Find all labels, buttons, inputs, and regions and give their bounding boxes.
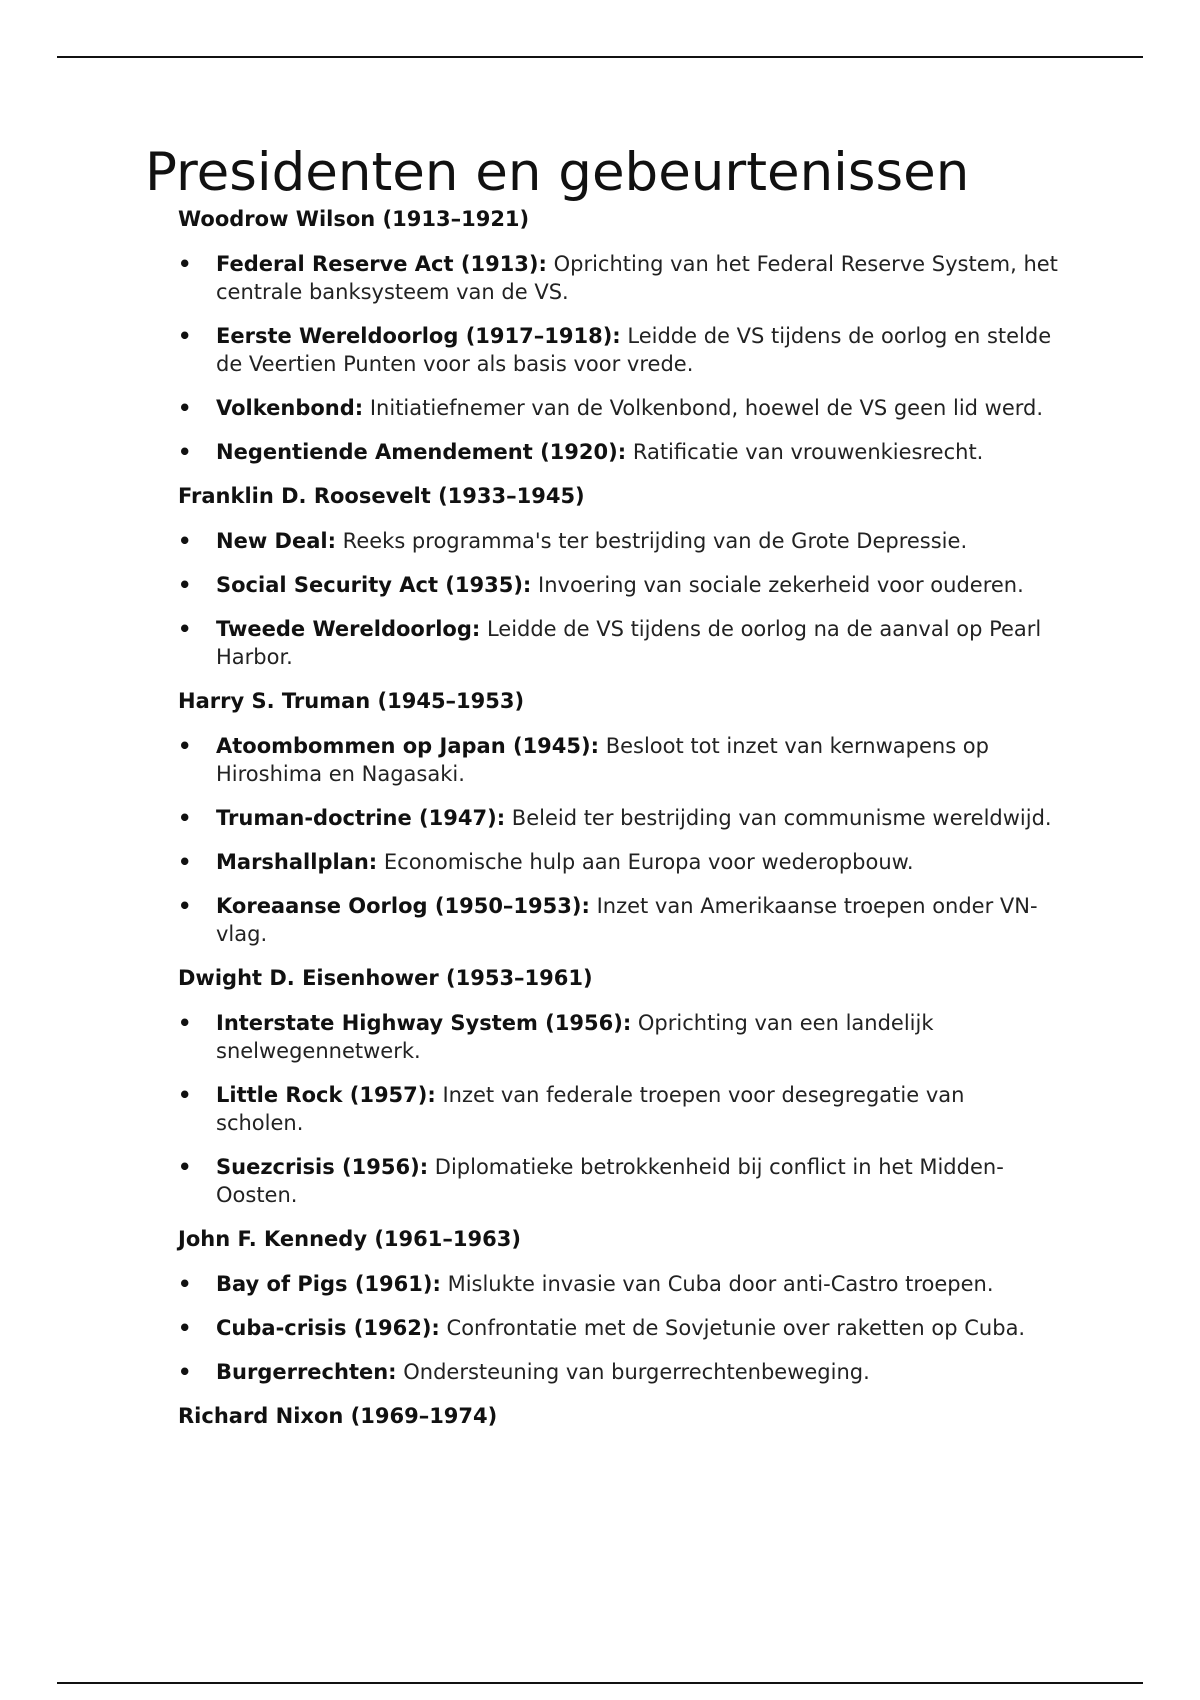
event-item	[178, 892, 1058, 948]
event-list	[178, 732, 1058, 948]
event-title: Little Rock (1957):	[216, 1083, 436, 1107]
event-title: Tweede Wereldoorlog:	[216, 617, 481, 641]
event-item	[178, 1153, 1058, 1209]
event-item	[178, 1081, 1058, 1137]
president-heading: Richard Nixon (1969–1974)	[178, 1404, 498, 1428]
president-heading: Harry S. Truman (1945–1953)	[178, 689, 525, 713]
event-description: Economische hulp aan Europa voor wederopbouw.	[383, 850, 914, 874]
bullet-icon: •	[178, 1155, 192, 1179]
bullet-icon: •	[178, 440, 192, 464]
event-title: Truman-doctrine (1947):	[216, 806, 506, 830]
bullet-icon: •	[178, 529, 192, 553]
event-list	[178, 1270, 1058, 1386]
event-title: Koreaanse Oorlog (1950–1953):	[216, 894, 590, 918]
event-item	[178, 848, 1058, 876]
president-section	[178, 964, 1058, 1209]
bullet-icon: •	[178, 617, 192, 641]
event-description: Leidde de VS tijdens de oorlog en stelde de Veertien Punten voor als basis voor vrede.	[216, 324, 1052, 376]
bullet-icon: •	[178, 1083, 192, 1107]
event-item	[178, 394, 1058, 422]
bullet-icon: •	[178, 1316, 192, 1340]
event-title: Burgerrechten:	[216, 1360, 397, 1384]
event-description: Ondersteuning van burgerrechtenbeweging.	[403, 1360, 870, 1384]
president-heading: John F. Kennedy (1961–1963)	[178, 1227, 521, 1251]
event-description: Beleid ter bestrijding van communisme wereldwijd.	[511, 806, 1052, 830]
president-section	[178, 482, 1058, 671]
president-section	[178, 1225, 1058, 1386]
event-title: New Deal:	[216, 529, 336, 553]
event-list	[178, 1009, 1058, 1209]
event-item	[178, 1009, 1058, 1065]
event-item	[178, 438, 1058, 466]
event-description: Initiatiefnemer van de Volkenbond, hoewel de VS geen lid werd.	[369, 396, 1044, 420]
event-description: Diplomatieke betrokkenheid bij conflict in het Midden-Oosten.	[216, 1155, 1004, 1207]
event-title: Bay of Pigs (1961):	[216, 1272, 441, 1296]
event-description: Confrontatie met de Sovjetunie over raketten op Cuba.	[446, 1316, 1026, 1340]
event-item	[178, 732, 1058, 788]
event-title: Suezcrisis (1956):	[216, 1155, 429, 1179]
bullet-icon: •	[178, 1011, 192, 1035]
bullet-icon: •	[178, 1272, 192, 1296]
event-description: Leidde de VS tijdens de oorlog na de aanval op Pearl Harbor.	[216, 617, 1042, 669]
event-title: Federal Reserve Act (1913):	[216, 252, 547, 276]
president-section	[178, 1402, 1058, 1430]
event-item	[178, 1314, 1058, 1342]
event-item	[178, 615, 1058, 671]
event-description: Ratificatie van vrouwenkiesrecht.	[632, 440, 984, 464]
president-heading: Woodrow Wilson (1913–1921)	[178, 207, 530, 231]
bullet-icon: •	[178, 850, 192, 874]
event-description: Inzet van Amerikaanse troepen onder VN-vlag.	[216, 894, 1038, 946]
event-title: Negentiende Amendement (1920):	[216, 440, 627, 464]
event-title: Volkenbond:	[216, 396, 364, 420]
page-title: Presidenten en gebeurtenissen	[145, 142, 970, 203]
president-heading: Dwight D. Eisenhower (1953–1961)	[178, 966, 593, 990]
event-item	[178, 250, 1058, 306]
bullet-icon: •	[178, 324, 192, 348]
event-list	[178, 250, 1058, 466]
event-item	[178, 804, 1058, 832]
bullet-icon: •	[178, 1360, 192, 1384]
event-title: Atoombommen op Japan (1945):	[216, 734, 600, 758]
event-list	[178, 527, 1058, 671]
event-title: Marshallplan:	[216, 850, 378, 874]
event-description: Oprichting van het Federal Reserve System, het centrale banksysteem van de VS.	[216, 252, 1058, 304]
event-item	[178, 527, 1058, 555]
event-title: Interstate Highway System (1956):	[216, 1011, 632, 1035]
event-description: Besloot tot inzet van kernwapens op Hiroshima en Nagasaki.	[216, 734, 989, 786]
event-description: Inzet van federale troepen voor desegregatie van scholen.	[216, 1083, 965, 1135]
event-description: Mislukte invasie van Cuba door anti-Castro troepen.	[447, 1272, 994, 1296]
president-heading: Franklin D. Roosevelt (1933–1945)	[178, 484, 585, 508]
bullet-icon: •	[178, 894, 192, 918]
event-title: Social Security Act (1935):	[216, 573, 532, 597]
footer-rule	[57, 1682, 1143, 1684]
president-section	[178, 205, 1058, 466]
header-rule	[57, 56, 1143, 58]
bullet-icon: •	[178, 806, 192, 830]
event-item	[178, 571, 1058, 599]
event-title: Cuba-crisis (1962):	[216, 1316, 440, 1340]
bullet-icon: •	[178, 734, 192, 758]
president-section	[178, 687, 1058, 948]
event-description: Oprichting van een landelijk snelwegennetwerk.	[216, 1011, 934, 1063]
event-description: Invoering van sociale zekerheid voor ouderen.	[538, 573, 1024, 597]
event-item	[178, 322, 1058, 378]
event-title: Eerste Wereldoorlog (1917–1918):	[216, 324, 621, 348]
event-item	[178, 1358, 1058, 1386]
event-item	[178, 1270, 1058, 1298]
bullet-icon: •	[178, 396, 192, 420]
document-body	[178, 205, 1058, 1430]
bullet-icon: •	[178, 573, 192, 597]
event-description: Reeks programma's ter bestrijding van de Grote Depressie.	[342, 529, 968, 553]
bullet-icon: •	[178, 252, 192, 276]
